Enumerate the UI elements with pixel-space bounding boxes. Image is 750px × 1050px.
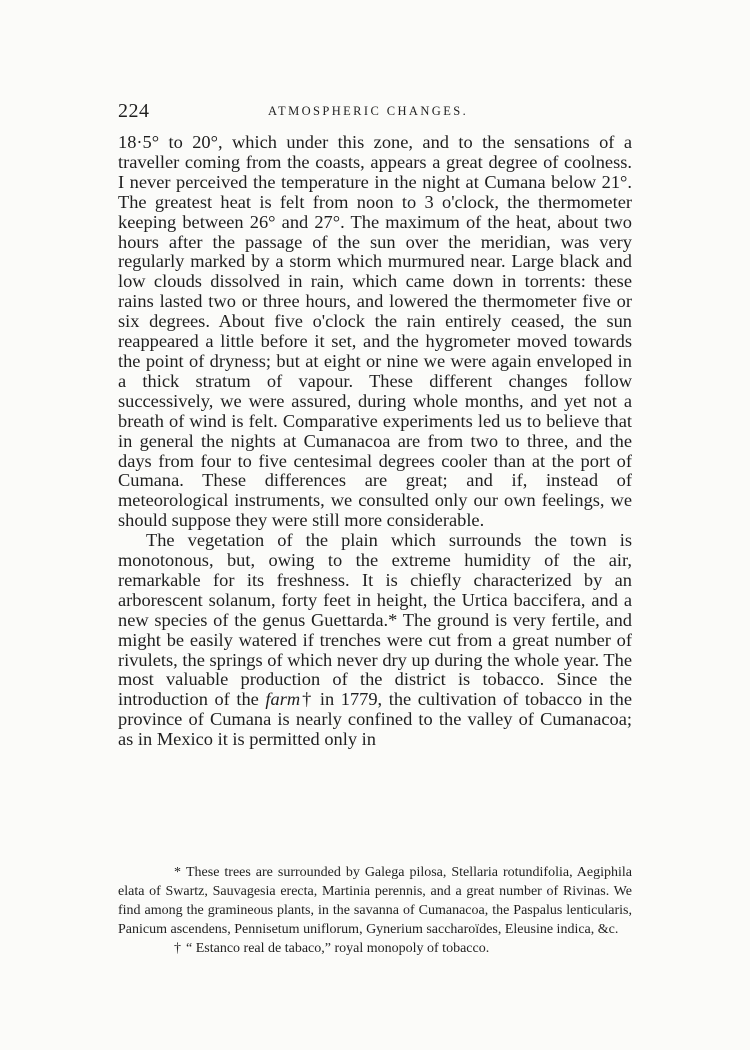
footnotes	[118, 863, 632, 958]
footnote-2-mark: †	[174, 941, 181, 956]
running-title: ATMOSPHERIC CHANGES.	[268, 104, 469, 118]
paragraph-2-text-after: † in 1779, the cultivation of tobacco in the province of Cumana is nearly confined to the valley of Cumanacoa; as in Mexico it is permitted only in	[118, 689, 633, 750]
paragraph-2	[118, 531, 632, 750]
footnote-1-mark: *	[174, 865, 181, 880]
footnote-1-text: These trees are surrounded by Galega pilosa, Stellaria rotundifolia, Aegiphila elata of Swartz, Sauvagesia erecta, Martinia perennis, and a great number of Rivinas. We find among the gramineous plants, in the savanna of Cumanacoa, the Paspalus lenticularis, Panicum ascendens, Pennisetum uniflorum, Gynerium saccharoïdes, Eleusine indica, &c.	[118, 865, 632, 937]
running-head	[118, 100, 633, 122]
page-number: 224	[118, 100, 150, 122]
footnote-2	[118, 939, 632, 958]
footnote-1	[118, 863, 632, 939]
paragraph-1: 18·5° to 20°, which under this zone, and to the sensations of a traveller coming from the coasts, appears a great degree of coolness. I never perceived the temperature in the night at Cumana below 21°. The greatest heat is felt from noon to 3 o'clock, the thermometer keeping between 26° and 27°. The maximum of the heat, about two hours after the passage of the sun over the meridian, was very regularly marked by a storm which murmured near. Large black and low clouds dissolved in rain, which came down in torrents: these rains lasted two or three hours, and lowered the thermometer five or six degrees. About five o'clock the rain entirely ceased, the sun reappeared a little before it set, and the hygrometer moved towards the point of dryness; but at eight or nine we were again enveloped in a thick stratum of vapour. These different changes follow successively, we were assured, during whole months, and yet not a breath of wind is felt. Comparative experiments led us to believe that in general the nights at Cumanacoa are from two to three, and the days from four to five centesimal degrees cooler than at the port of Cumana. These differences are great; and if, instead of meteorological instruments, we consulted only our own feelings, we should suppose they were still more considerable.	[118, 132, 632, 531]
paragraph-2-italic-word: farm	[265, 689, 301, 710]
footnote-2-text: “ Estanco real de tabaco,” royal monopoly of tobacco.	[186, 941, 490, 956]
body-text	[118, 133, 632, 750]
paragraph-2-text-before: The vegetation of the plain which surrounds the town is monotonous, but, owing to the extreme humidity of the air, remarkable for its freshness. It is chiefly characterized by an arborescent solanum, forty feet in height, the Urtica baccifera, and a new species of the genus Guettarda.* The ground is very fertile, and might be easily watered if trenches were cut from a great number of rivulets, the springs of which never dry up during the whole year. The most valuable production of the district is tobacco. Since the introduction of the	[118, 530, 632, 710]
